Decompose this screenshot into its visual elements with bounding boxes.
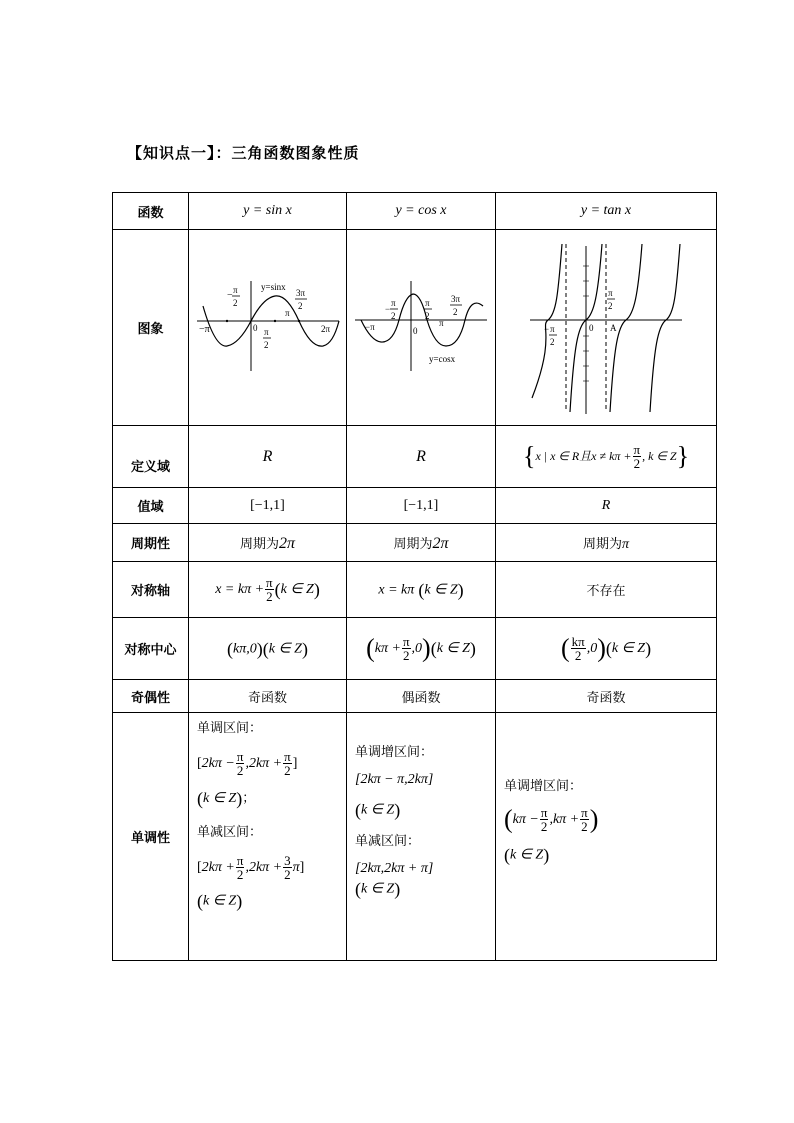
svg-text:π: π [425,297,430,308]
sin-monotonicity: 单调区间： [2kπ − $\frac{\pi}{2}$ ,2kπ + $\frac{\pi}{2}$ ] (k ∈ Z)； 单减区间： [2kπ + $\frac{\pi}{2}$ ,2kπ + $\frac{3}{2}$ π] (k ∈ Z) [189,713,347,961]
label-monotonicity: 单调性 [113,713,189,961]
tan-function: y = tan x [496,193,717,230]
row-axis [113,562,717,618]
svg-text:π: π [550,323,555,334]
cos-domain: R [347,426,496,488]
svg-text:2: 2 [453,306,458,317]
tan-graph-cell [496,230,717,426]
svg-text:0: 0 [589,322,594,333]
svg-text:2: 2 [391,310,396,321]
tan-domain: {x | x ∈ R且x ≠ kπ + $\frac{\pi}{2}$ , k ∈ Z} [496,426,717,488]
label-domain: 定义域 [113,426,189,488]
label-parity: 奇偶性 [113,680,189,713]
row-function [113,193,717,230]
tan-center: ( $\frac{k\pi}{2}$ ,0)(k ∈ Z) [496,618,717,680]
sin-parity: 奇函数 [189,680,347,713]
sin-graph [193,276,343,376]
sin-range: [−1,1] [189,488,347,524]
svg-text:0: 0 [413,325,418,336]
row-domain [113,426,717,488]
sin-function: y = sin x [189,193,347,230]
sin-center: (kπ,0)(k ∈ Z) [189,618,347,680]
cos-axis: x = kπ (k ∈ Z) [347,562,496,618]
svg-text:−: − [544,323,550,334]
row-period [113,524,717,562]
svg-text:π: π [284,307,290,318]
cos-curve-label: y=cosx [429,353,456,364]
sin-curve-label: y=sinx [260,281,286,292]
cos-center: (kπ + $\frac{\pi}{2}$ ,0)(k ∈ Z) [347,618,496,680]
label-center: 对称中心 [113,618,189,680]
svg-text:2: 2 [550,336,555,347]
svg-text:2: 2 [297,300,302,311]
svg-text:2: 2 [608,300,613,311]
label-axis: 对称轴 [113,562,189,618]
svg-text:3π: 3π [295,287,305,298]
svg-text:3π: 3π [451,293,461,304]
cos-graph [351,276,491,376]
sin-period: 周期为2π [189,524,347,562]
sin-graph-cell [189,230,347,426]
cos-monotonicity: 单调增区间： [2kπ − π,2kπ] (k ∈ Z) 单减区间： [2kπ,2kπ + π] (k ∈ Z) [347,713,496,961]
page-heading: 【知识点一】：三角函数图象性质 [127,144,360,162]
label-range: 值域 [113,488,189,524]
label-period: 周期性 [113,524,189,562]
row-range [113,488,717,524]
svg-text:0: 0 [252,322,257,333]
tan-axis: 不存在 [496,562,717,618]
cos-graph-cell [347,230,496,426]
label-graph: 图象 [113,230,189,426]
svg-text:2: 2 [425,310,430,321]
row-parity [113,680,717,713]
svg-text:2π: 2π [320,323,330,334]
cos-range: [−1,1] [347,488,496,524]
svg-text:−: − [226,289,233,301]
svg-text:−π: −π [198,323,210,335]
row-monotonicity [113,713,717,961]
row-graph [113,230,717,426]
tan-point-label: A [610,322,617,333]
cos-period: 周期为2π [347,524,496,562]
cos-function: y = cos x [347,193,496,230]
svg-text:−: − [385,303,391,314]
svg-text:π: π [391,297,396,308]
sin-domain: R [189,426,347,488]
trig-property-table [112,192,717,961]
svg-text:π: π [232,284,238,295]
label-function: 函数 [113,193,189,230]
sin-axis: x = kπ + $\frac{\pi}{2}$ (k ∈ Z) [189,562,347,618]
tan-period: 周期为π [496,524,717,562]
tan-monotonicity: 单调增区间： (kπ − $\frac{\pi}{2}$ ,kπ + $\frac{\pi}{2}$ ) (k ∈ Z) [496,713,717,961]
svg-text:2: 2 [263,339,268,350]
svg-text:π: π [263,326,269,337]
svg-text:−π: −π [365,321,375,332]
svg-text:π: π [608,287,613,298]
svg-text:π: π [439,317,444,328]
cos-parity: 偶函数 [347,680,496,713]
row-center [113,618,717,680]
tan-range: R [496,488,717,524]
svg-text:2: 2 [232,297,237,308]
tan-parity: 奇函数 [496,680,717,713]
tan-graph [526,236,686,416]
